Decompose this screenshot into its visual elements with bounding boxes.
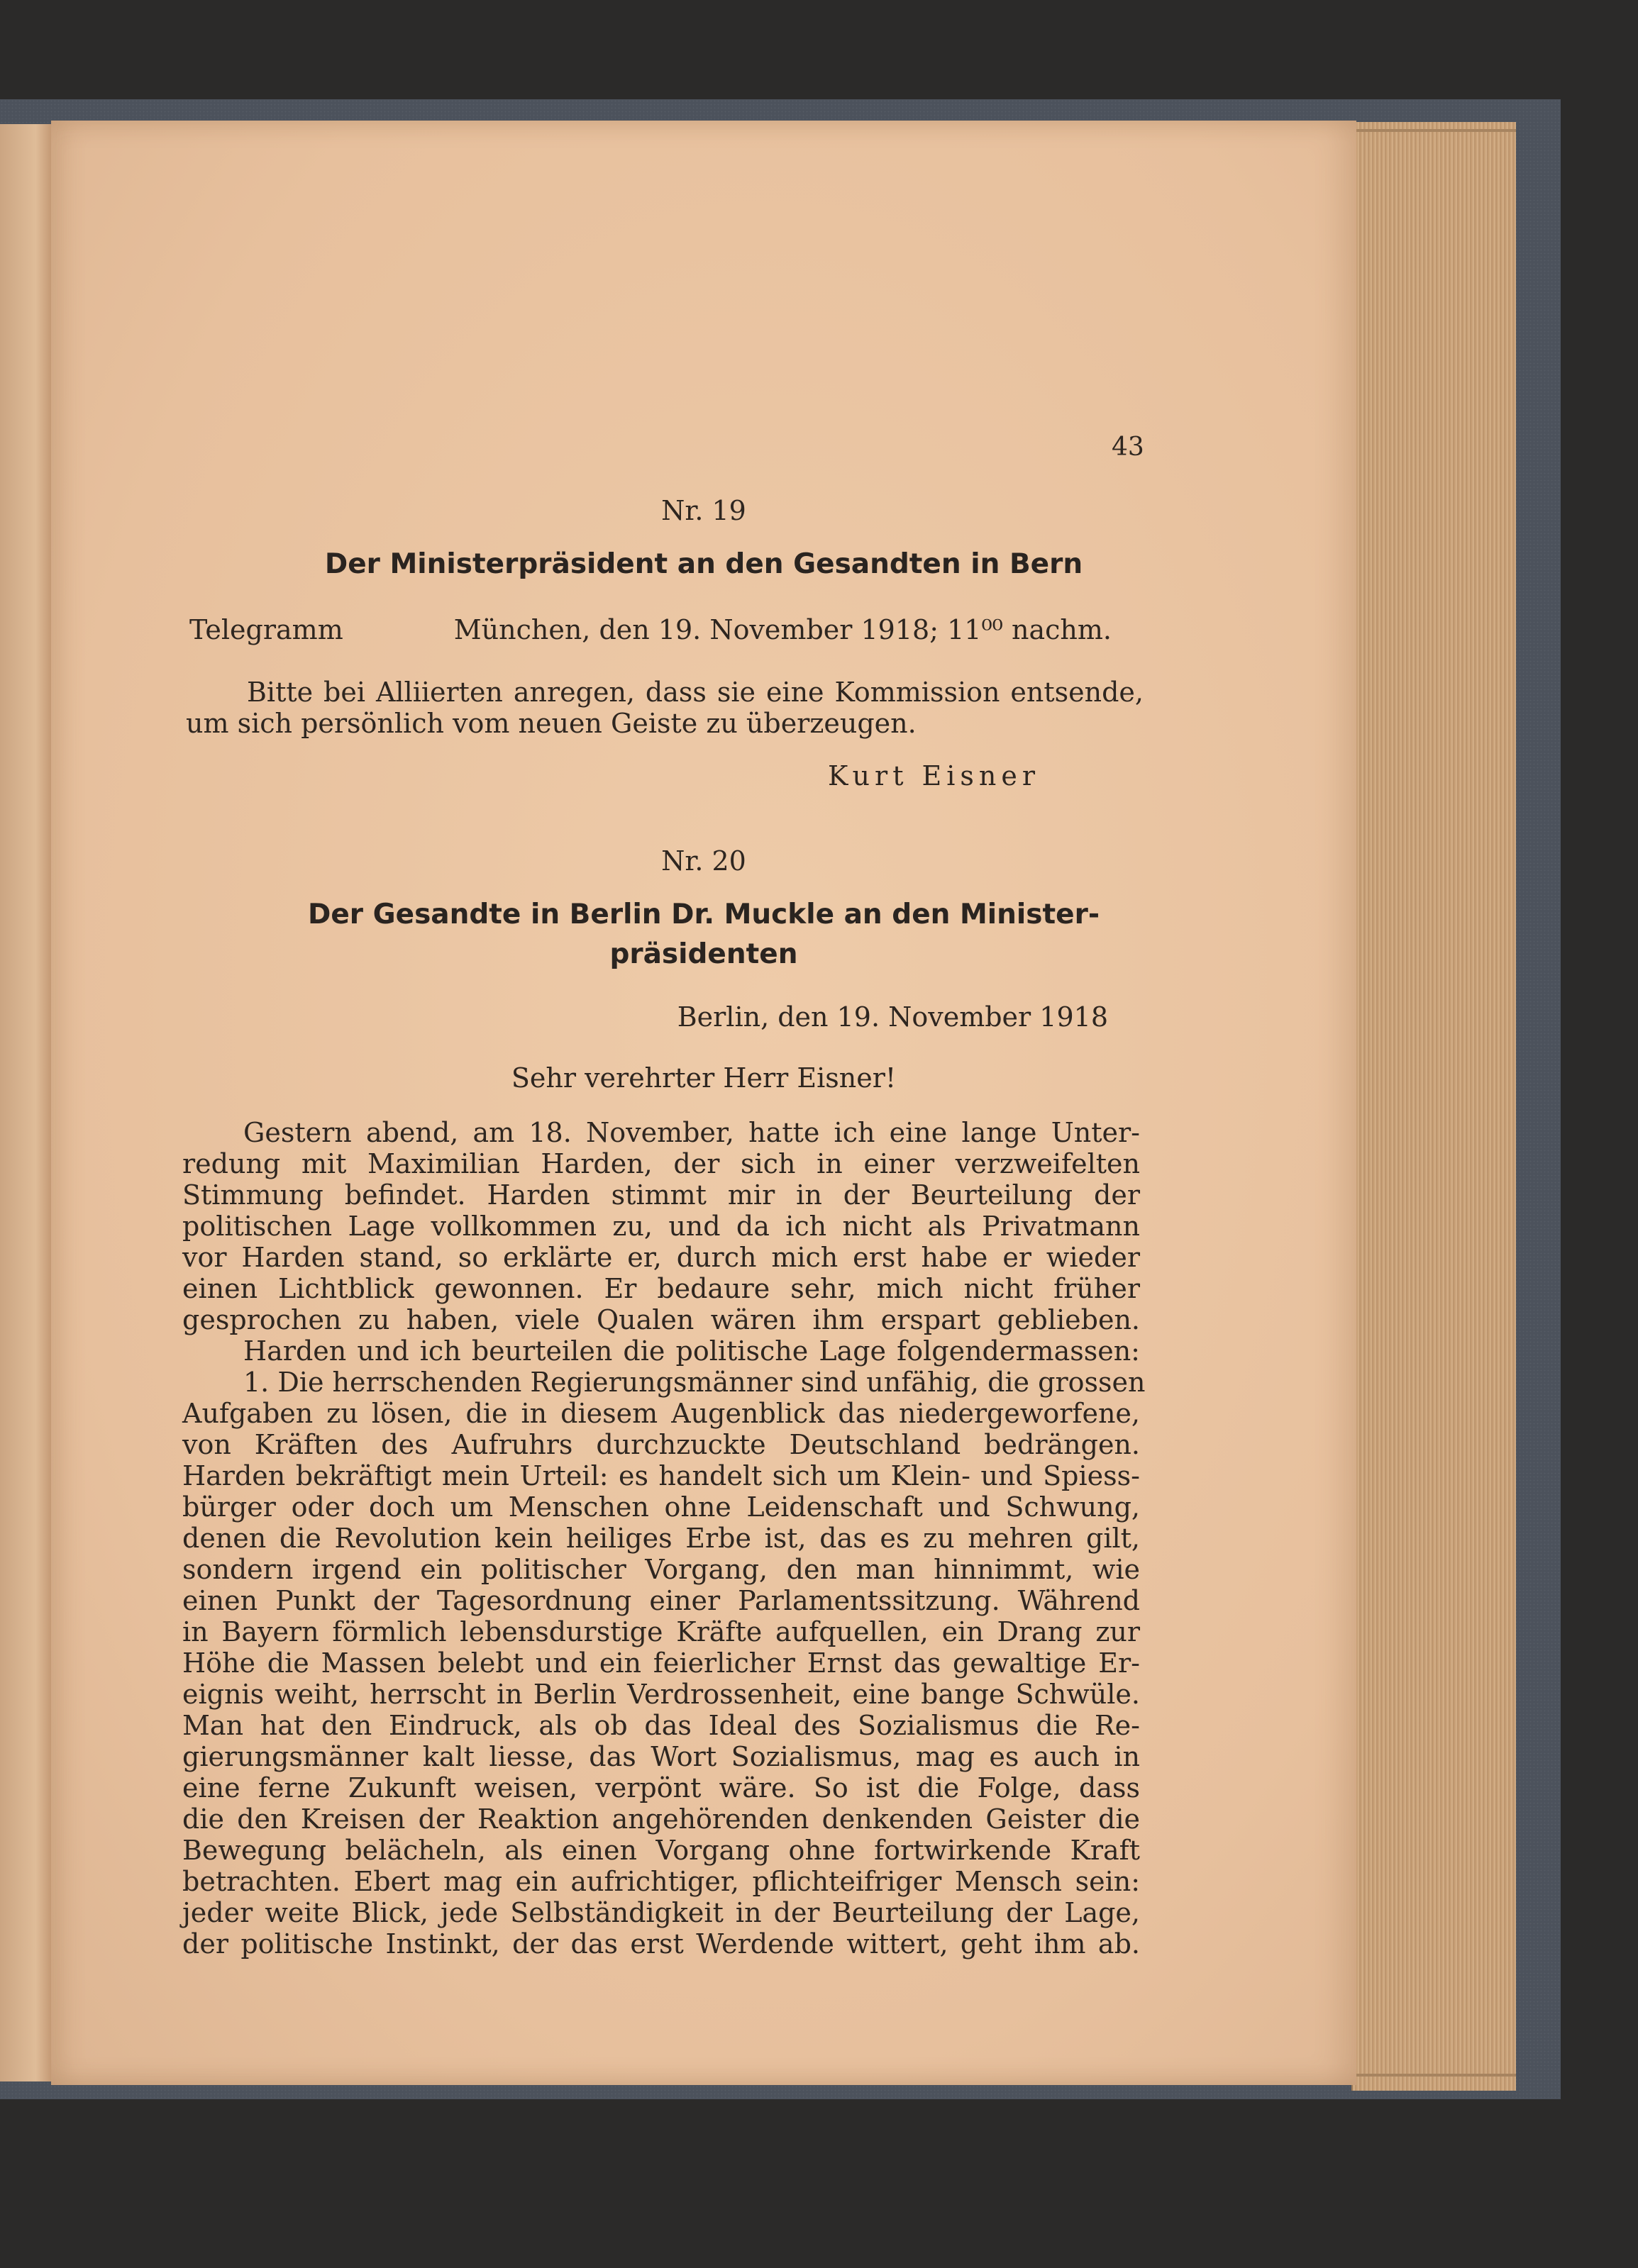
letter-body	[182, 1117, 1146, 1960]
letter-salutation: Sehr verehrter Herr Eisner!	[511, 1062, 897, 1094]
body-line: eine ferne Zukunft weisen, verpönt wäre. So ist die Folge, dass	[182, 1772, 1140, 1803]
document-number-19: Nr. 19	[661, 495, 746, 526]
signature-kurt-eisner: Kurt Eisner	[828, 760, 1041, 791]
body-line: redung mit Maximilian Harden, der sich in einer verzweifelten	[182, 1148, 1140, 1179]
body-line: Bitte bei Alliierten anregen, dass sie eine Kommission entsende,	[247, 677, 1144, 708]
body-line: jeder weite Blick, jede Selbständigkeit in der Beurteilung der Lage,	[182, 1897, 1140, 1928]
title-line: präsidenten	[609, 938, 798, 970]
letter-place-date: Berlin, den 19. November 1918	[677, 1001, 1108, 1033]
title-line: Der Gesandte in Berlin Dr. Muckle an den Minister-	[307, 899, 1100, 930]
body-line: in Bayern förmlich lebensdurstige Kräfte aufquellen, ein Drang zur	[182, 1616, 1140, 1647]
document-number-20: Nr. 20	[661, 845, 746, 877]
body-line: 1. Die herrschenden Regierungsmänner sind unfähig, die grossen	[243, 1367, 1146, 1398]
body-line: Harden und ich beurteilen die politische Lage folgendermassen:	[243, 1335, 1140, 1367]
body-line: Man hat den Eindruck, als ob das Ideal des Sozialismus die Re-	[182, 1710, 1140, 1741]
telegram-body	[186, 677, 1144, 739]
body-line: Stimmung befindet. Harden stimmt mir in der Beurteilung der	[182, 1179, 1140, 1211]
page-stack-edges	[1351, 122, 1516, 2091]
body-line: eignis weiht, herrscht in Berlin Verdrossenheit, eine bange Schwüle.	[182, 1679, 1140, 1710]
body-line: gesprochen zu haben, viele Qualen wären ihm erspart geblieben.	[182, 1304, 1140, 1335]
telegram-place-date: München, den 19. November 1918; 11⁰⁰ nachm.	[453, 614, 1112, 645]
body-line: Harden bekräftigt mein Urteil: es handelt sich um Klein- und Spiess-	[182, 1460, 1140, 1491]
body-line: der politische Instinkt, der das erst Werdende wittert, geht ihm ab.	[182, 1928, 1140, 1960]
body-line: sondern irgend ein politischer Vorgang, den man hinnimmt, wie	[182, 1554, 1140, 1585]
body-line: um sich persönlich vom neuen Geiste zu überzeugen.	[186, 708, 917, 739]
body-line: politischen Lage vollkommen zu, und da ich nicht als Privatmann	[182, 1211, 1140, 1242]
body-line: betrachten. Ebert mag ein aufrichtiger, pflichteifriger Mensch sein:	[182, 1866, 1140, 1897]
body-line: Höhe die Massen belebt und ein feierlicher Ernst das gewaltige Er-	[182, 1647, 1140, 1679]
body-line: gierungsmänner kalt liesse, das Wort Sozialismus, mag es auch in	[182, 1741, 1140, 1772]
book-page	[51, 121, 1356, 2085]
body-line: einen Lichtblick gewonnen. Er bedaure sehr, mich nicht früher	[182, 1273, 1140, 1304]
page-number: 43	[1112, 433, 1144, 462]
body-line: Aufgaben zu lösen, die in diesem Augenblick das niedergeworfene,	[182, 1398, 1140, 1429]
body-line: einen Punkt der Tagesordnung einer Parlamentssitzung. Während	[182, 1585, 1140, 1616]
body-line: bürger oder doch um Menschen ohne Leidenschaft und Schwung,	[182, 1491, 1140, 1523]
document-title-19: Der Ministerpräsident an den Gesandten in Bern	[324, 548, 1083, 580]
body-line: von Kräften des Aufruhrs durchzuckte Deutschland bedrängen.	[182, 1429, 1140, 1460]
document-title-20	[51, 895, 1356, 974]
body-line: die den Kreisen der Reaktion angehörenden denkenden Geister die	[182, 1803, 1140, 1835]
body-line: Gestern abend, am 18. November, hatte ich eine lange Unter-	[243, 1117, 1140, 1148]
left-page-edge	[0, 124, 51, 2081]
telegram-label: Telegramm	[189, 614, 343, 645]
body-line: Bewegung belächeln, als einen Vorgang ohne fortwirkende Kraft	[182, 1835, 1140, 1866]
body-line: denen die Revolution kein heiliges Erbe ist, das es zu mehren gilt,	[182, 1523, 1140, 1554]
body-line: vor Harden stand, so erklärte er, durch mich erst habe er wieder	[182, 1242, 1140, 1273]
